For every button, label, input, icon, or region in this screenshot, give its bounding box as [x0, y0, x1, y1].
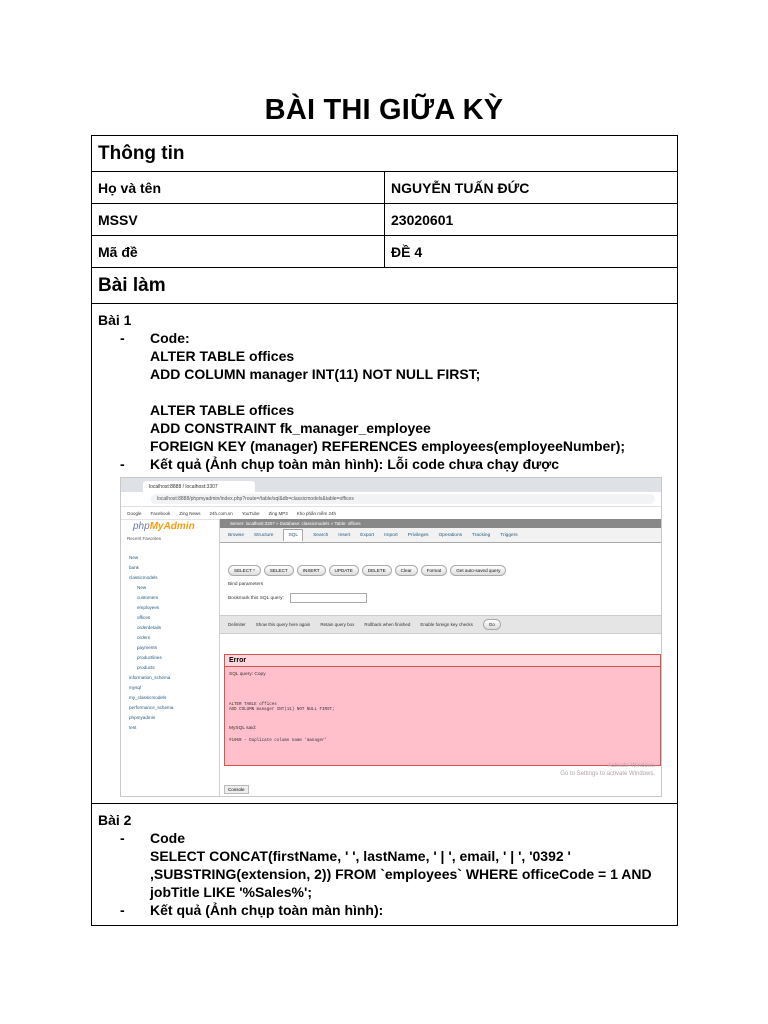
format-button: Format — [421, 565, 448, 576]
tree-item: employees — [137, 605, 160, 610]
option-retain: Retain query box — [320, 622, 355, 627]
menu-insert: Insert — [338, 532, 351, 538]
menu-tracking: Tracking — [472, 532, 491, 538]
option-fk-checks: Enable foreign key checks — [420, 622, 473, 627]
watermark-line: Activate Windows — [607, 763, 655, 769]
bai1-label: Bài 1 — [98, 312, 132, 328]
tree-item: performance_schema — [129, 705, 174, 710]
bai1-code-line: ADD COLUMN manager INT(11) NOT NULL FIRST; — [150, 366, 481, 382]
bai1-code-line: ALTER TABLE offices — [150, 348, 295, 364]
error-title: Error — [225, 655, 660, 667]
bai2-result-item: - Kết quả (Ảnh chụp toàn màn hình): — [120, 901, 671, 919]
bai2-code-item — [120, 829, 671, 901]
bai1-code-label: - Code: — [150, 330, 190, 346]
tree-item: test — [129, 725, 137, 730]
tree-item: products — [137, 665, 155, 670]
tree-item: orders — [137, 635, 151, 640]
bind-params-row — [228, 582, 661, 587]
bookmark-item: 24h.com.vn — [209, 510, 233, 516]
exam-code-label: Mã đề — [92, 236, 385, 268]
tree-item: information_schema — [129, 675, 171, 680]
bookmark-item: YouTube — [241, 510, 260, 516]
sql-line: ADD COLUMN manager INT(11) NOT NULL FIRST; — [229, 708, 335, 712]
bai1-code-blank — [150, 383, 671, 401]
tree-item: customers — [137, 595, 159, 600]
bookmark-item: Kho phần mềm 24h — [296, 510, 337, 516]
browser-tabbar — [121, 478, 661, 492]
bai1-cell — [92, 304, 678, 804]
watermark-line: Go to Settings to activate Windows. — [560, 771, 655, 777]
delimiter-row — [220, 615, 661, 634]
bai1-code-line: FOREIGN KEY (manager) REFERENCES employees(employeeNumber); — [150, 438, 626, 454]
bai1-code-item — [120, 329, 671, 455]
tree-item: productlines — [137, 655, 162, 660]
exam-table — [91, 135, 678, 926]
side-tabs: Recent Favorites — [127, 536, 162, 541]
bookmark-row — [228, 593, 661, 603]
bai2-cell — [92, 804, 678, 926]
menu-browse: Browse — [228, 532, 244, 538]
pma-app — [121, 519, 661, 796]
menu-triggers: Triggers — [500, 532, 518, 538]
bai2-label: Bài 2 — [98, 812, 132, 828]
tree-item: bank — [129, 565, 139, 570]
url-field: localhost:8888/phpmyadmin/index.php?route=/table/sql&db=classicmodels&table=offices — [151, 494, 655, 504]
bookmark-item: Zing News — [179, 510, 201, 516]
bai2-list — [98, 829, 671, 919]
breadcrumb: Server: localhost:3307 » Database: classicmodels » Table: offices — [220, 519, 661, 528]
bai1-code-line: ADD CONSTRAINT fk_manager_employee — [150, 420, 431, 436]
browser-tab: localhost:8888 / localhost:3307 — [143, 481, 255, 492]
name-label: Họ và tên — [92, 172, 385, 204]
document-title: BÀI THI GIỮA KỲ — [264, 94, 504, 126]
error-message: #1060 - Duplicate column name 'manager' — [229, 739, 328, 743]
db-tree — [125, 553, 219, 733]
sql-button-row — [228, 565, 661, 576]
pma-menubar — [220, 528, 661, 543]
logo-php: php — [133, 521, 150, 532]
logo-admin: MyAdmin — [149, 521, 195, 532]
select-all-button: SELECT * — [228, 565, 261, 576]
info-section-header: Thông tin — [92, 136, 678, 172]
bookmark-item: Zing MP3 — [268, 510, 288, 516]
bind-params-label: Bind parameters — [228, 582, 264, 587]
phpmyadmin-screenshot — [120, 477, 662, 797]
tree-item: classicmodels — [129, 575, 158, 580]
tree-item: my_classicmodels — [129, 695, 167, 700]
bookmark-input — [290, 593, 367, 603]
menu-structure: Structure — [254, 532, 274, 538]
menu-privileges: Privileges — [407, 532, 429, 538]
tree-item: orderdetails — [137, 625, 162, 630]
bookmark-label: Bookmark this SQL query: — [228, 595, 284, 601]
bai1-list — [98, 329, 671, 473]
tree-item: New — [137, 585, 147, 590]
bai2-code: SELECT CONCAT(firstName, ' ', lastName, ' | ', email, ' | ', '0392 ' ,SUBSTRING(extension, 2)) FROM `employees` WHERE officeCode = 1 AND jobTitle LIKE '%Sales%'; — [150, 848, 652, 900]
tree-item: mysql — [129, 685, 141, 690]
menu-import: Import — [384, 532, 398, 538]
select-button: SELECT — [264, 565, 294, 576]
name-value: NGUYỄN TUẤN ĐỨC — [385, 172, 678, 204]
work-section-header: Bài làm — [92, 268, 678, 304]
sql-query-label: SQL query: Copy — [229, 672, 266, 677]
pma-main — [220, 519, 661, 796]
autosaved-button: Get auto-saved query — [450, 565, 506, 576]
console-tab: Console — [224, 785, 249, 794]
menu-sql: SQL — [283, 529, 303, 541]
menu-export: Export — [360, 532, 375, 538]
pma-sidebar — [121, 519, 220, 796]
bookmark-item: Google — [127, 510, 142, 516]
student-id-label: MSSV — [92, 204, 385, 236]
bai1-code-line: ALTER TABLE offices — [150, 402, 295, 418]
student-id-value: 23020601 — [385, 204, 678, 236]
activate-windows-watermark — [560, 762, 655, 778]
delimiter-label: Delimiter — [228, 622, 246, 627]
pma-logo — [133, 521, 219, 532]
option-rollback: Rollback when finished — [364, 622, 411, 627]
bai2-code-label: - Code — [150, 830, 185, 846]
tree-item: offices — [137, 615, 151, 620]
menu-operations: Operations — [438, 532, 463, 538]
tree-item: payments — [137, 645, 157, 650]
browser-urlbar — [121, 492, 661, 507]
go-button: Go — [483, 619, 501, 630]
menu-search: Search — [313, 532, 329, 538]
insert-button: INSERT — [297, 565, 326, 576]
clear-button: Clear — [395, 565, 418, 576]
update-button: UPDATE — [329, 565, 359, 576]
sql-line: ALTER TABLE offices — [229, 703, 277, 707]
mysql-said-label: MySQL said: — [229, 726, 257, 731]
exam-code-value: ĐỀ 4 — [385, 236, 678, 268]
bai1-result-item: - Kết quả (Ảnh chụp toàn màn hình): Lỗi code chưa chạy được — [120, 455, 671, 473]
tree-item: New — [129, 555, 139, 560]
error-box — [224, 654, 661, 766]
delete-button: DELETE — [362, 565, 392, 576]
option-show-query: Show this query here again — [255, 622, 311, 627]
bookmark-item: Facebook — [150, 510, 171, 516]
tree-item: phpmyadmin — [129, 715, 156, 720]
